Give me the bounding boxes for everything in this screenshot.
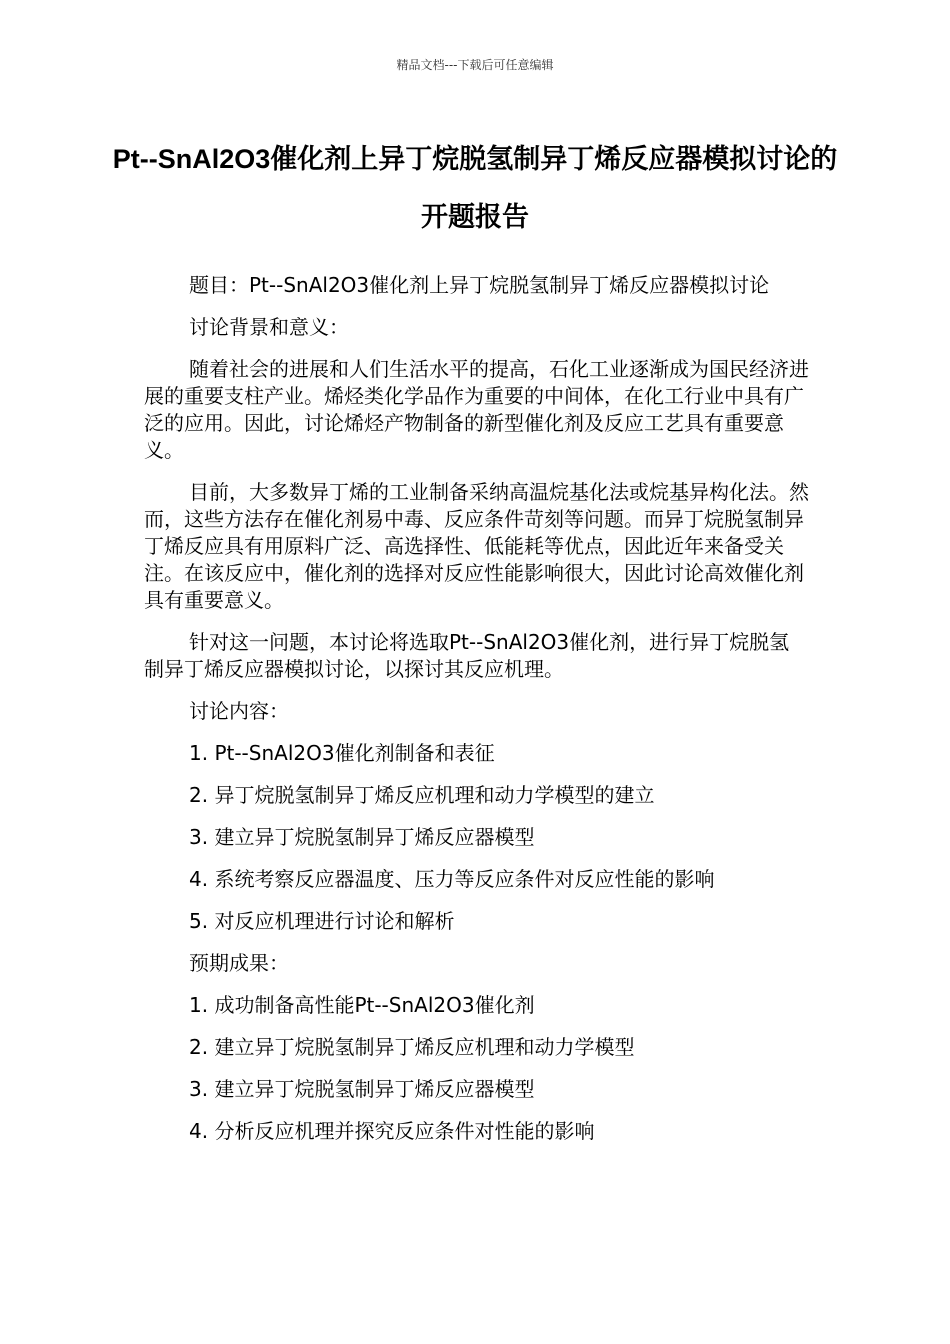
content-list-item: 4. 系统考察反应器温度、压力等反应条件对反应性能的影响 xyxy=(189,867,715,891)
paragraph: 针对这一问题，本讨论将选取Pt--SnAl2O3催化剂，进行异丁烷脱氢制异丁烯反应器模拟讨论，以探讨其反应机理。 xyxy=(144,630,790,681)
topic-line: 题目：Pt--SnAl2O3催化剂上异丁烷脱氢制异丁烯反应器模拟讨论 xyxy=(189,273,770,297)
content-list-item: 1. Pt--SnAl2O3催化剂制备和表征 xyxy=(189,741,495,765)
document-title: Pt--SnAl2O3催化剂上异丁烷脱氢制异丁烯反应器模拟讨论的开题报告 xyxy=(112,144,838,232)
content-list-item: 3. 建立异丁烷脱氢制异丁烯反应器模型 xyxy=(189,825,535,849)
background-heading: 讨论背景和意义： xyxy=(189,315,349,339)
content-list-item: 2. 异丁烷脱氢制异丁烯反应机理和动力学模型的建立 xyxy=(189,783,655,807)
page-header-note: 精品文档---下载后可任意编辑 xyxy=(396,58,554,72)
results-list-item: 3. 建立异丁烷脱氢制异丁烯反应器模型 xyxy=(189,1077,535,1101)
results-heading: 预期成果： xyxy=(189,951,289,975)
results-list-item: 1. 成功制备高性能Pt--SnAl2O3催化剂 xyxy=(189,993,535,1017)
results-list-item: 4. 分析反应机理并探究反应条件对性能的影响 xyxy=(189,1119,595,1143)
paragraph: 随着社会的进展和人们生活水平的提高，石化工业逐渐成为国民经济进展的重要支柱产业。烯烃类化学品作为重要的中间体，在化工行业中具有广泛的应用。因此，讨论烯烃产物制备的新型催化剂及反应工艺具有重要意义。 xyxy=(144,357,809,462)
content-list-item: 5. 对反应机理进行讨论和解析 xyxy=(189,909,455,933)
paragraph: 目前，大多数异丁烯的工业制备采纳高温烷基化法或烷基异构化法。然而，这些方法存在催化剂易中毒、反应条件苛刻等问题。而异丁烷脱氢制异丁烯反应具有用原料广泛、高选择性、低能耗等优点，因此近年来备受关注。在该反应中，催化剂的选择对反应性能影响很大，因此讨论高效催化剂具有重要意义。 xyxy=(144,480,809,612)
results-list-item: 2. 建立异丁烷脱氢制异丁烯反应机理和动力学模型 xyxy=(189,1035,635,1059)
content-heading: 讨论内容： xyxy=(189,699,289,723)
document-body xyxy=(144,272,809,1160)
